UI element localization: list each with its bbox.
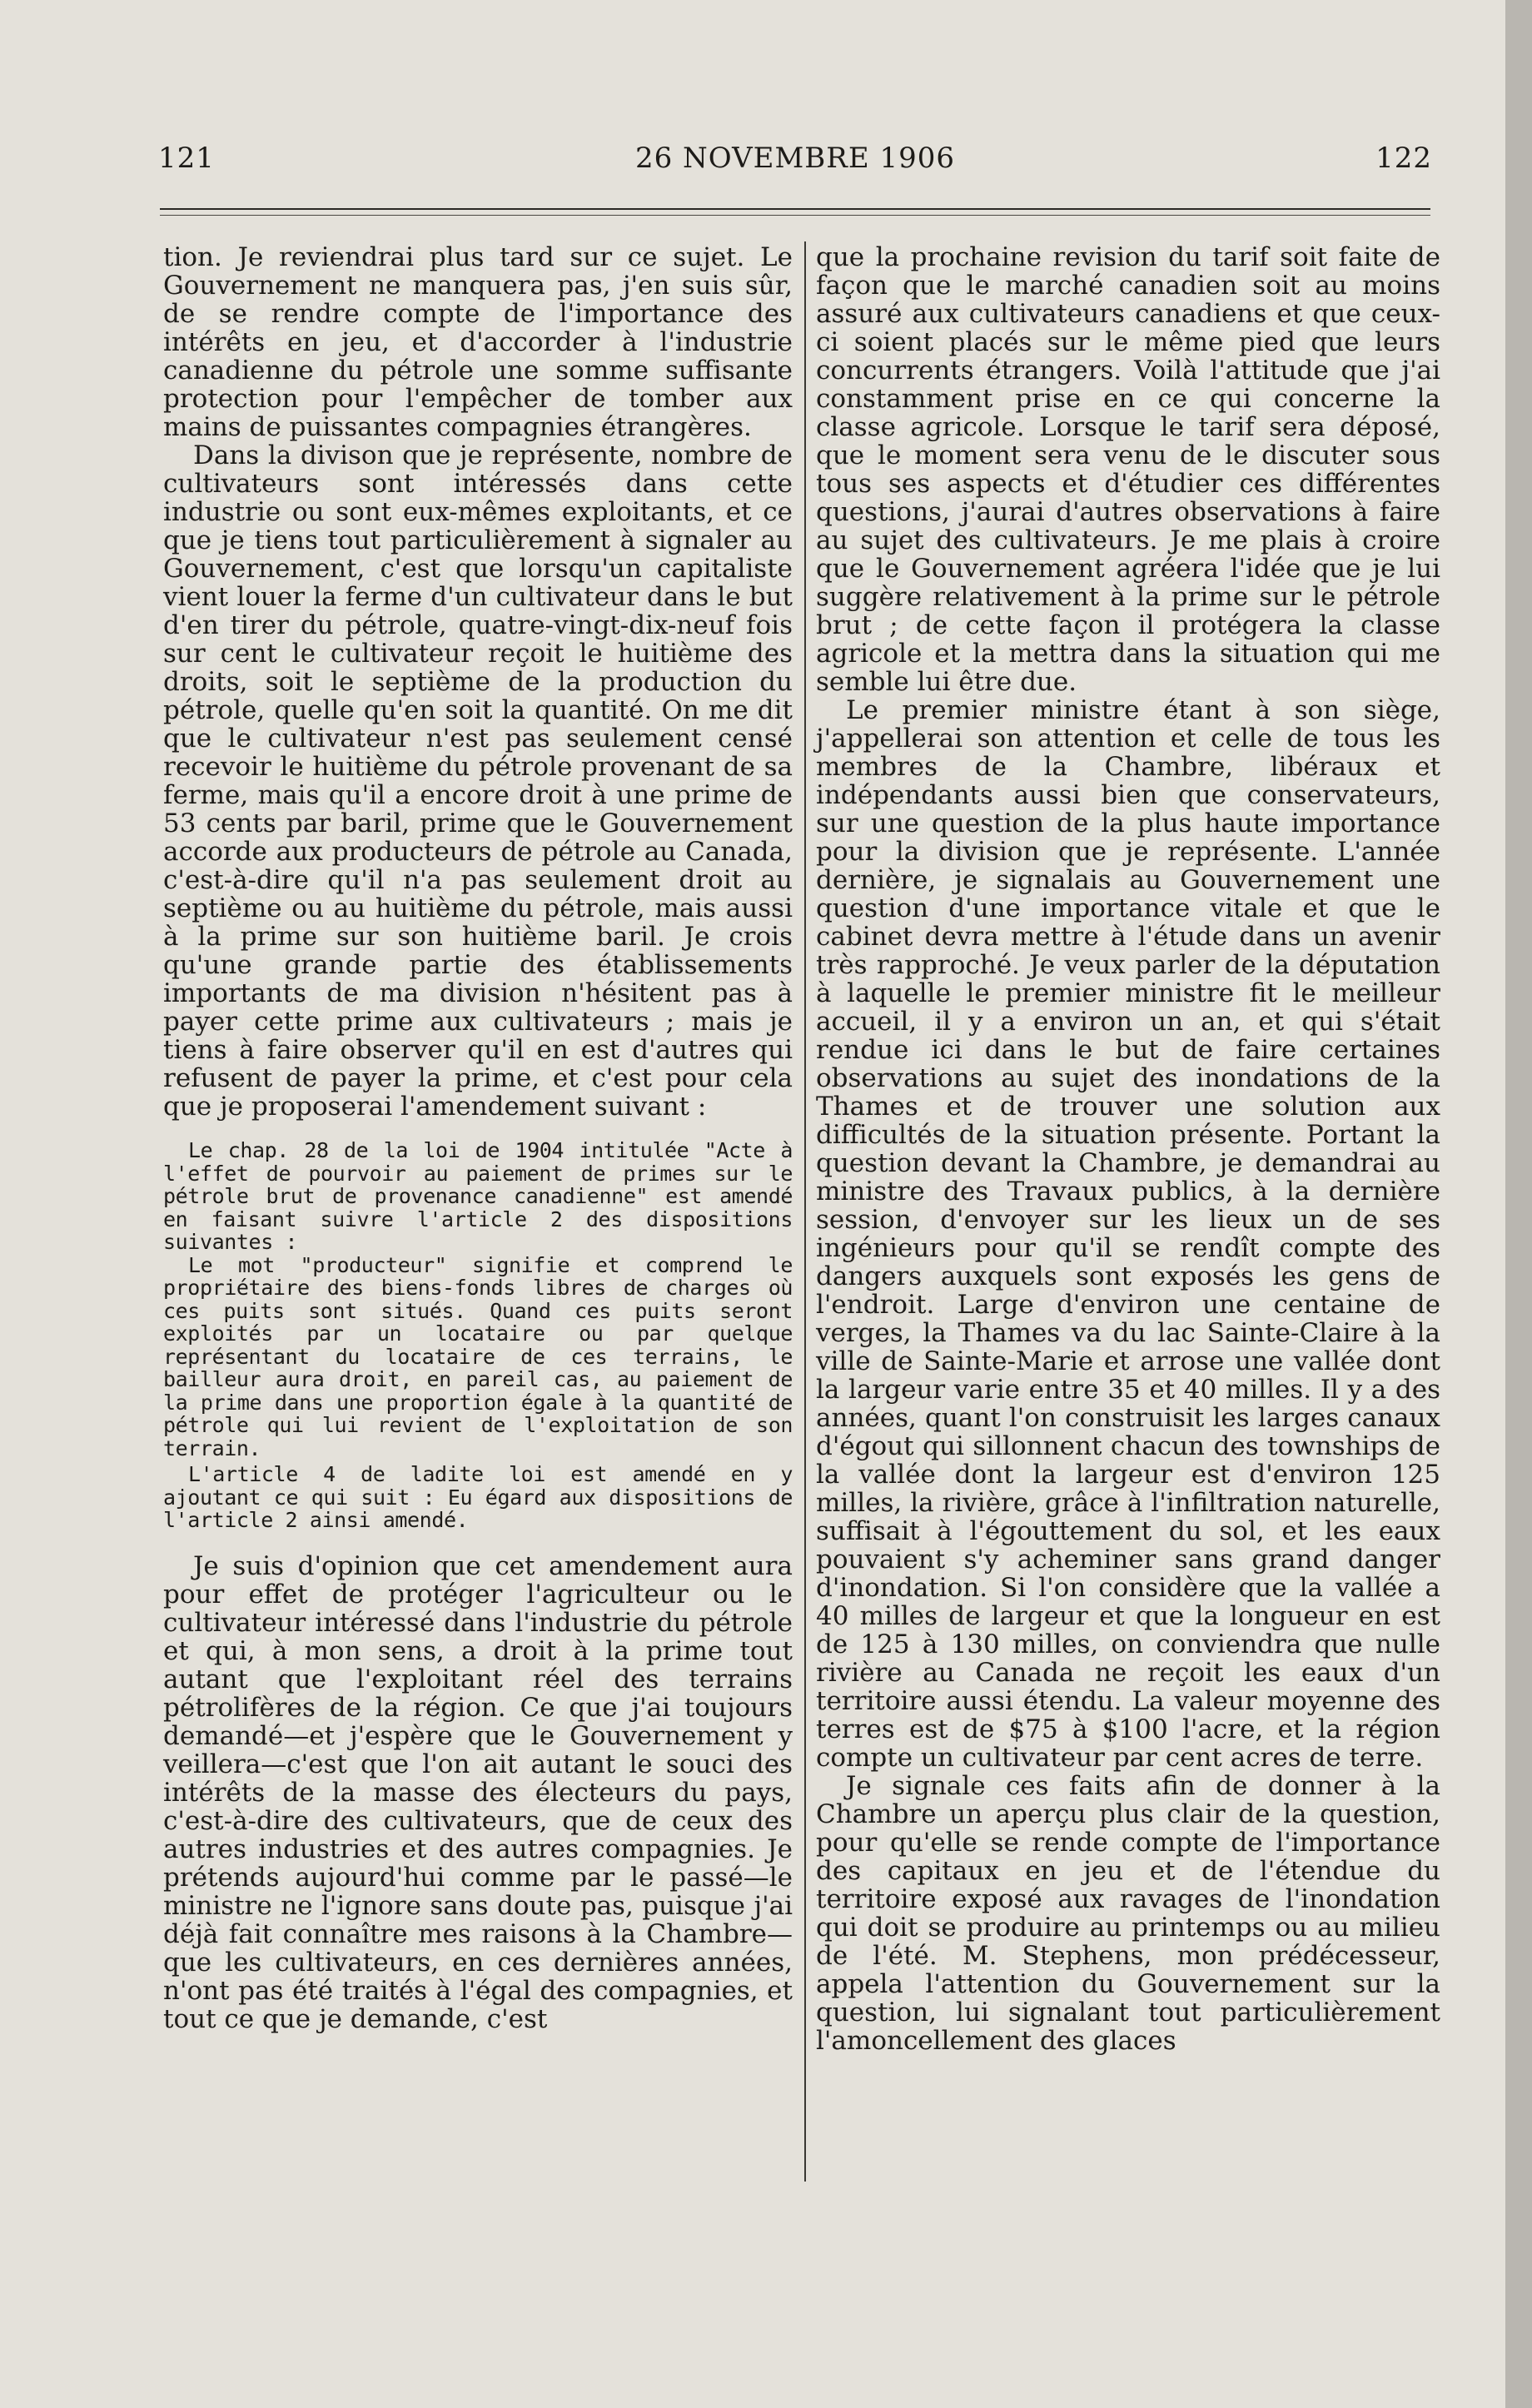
- amendment-quote: [163, 1139, 793, 1532]
- header-date: 26 NOVEMBRE 1906: [634, 142, 956, 175]
- header-rule-thin: [160, 215, 1430, 216]
- quote-paragraph: Le mot "producteur" signifie et comprend le propriétaire des biens-fonds libres de charges où ces puits sont situés. Quand ces puits seront exploités par un locataire ou par quelque représentant du locataire de ces terrains, le bailleur aura droit, en pareil cas, au paiement de la prime dans une proportion égale à la quantité de pétrole qui lui revient de l'exploitation de son terrain.: [163, 1252, 793, 1460]
- left-column: [163, 243, 793, 2033]
- paragraph: tion. Je reviendrai plus tard sur ce sujet. Le Gouvernement ne manquera pas, j'en suis sûr, de se rendre compte de l'importance des intérêts en jeu, et d'accorder à l'industrie canadienne du pétrole une somme suffisante protection pour l'empêcher de tomber aux mains de puissantes compagnies étrangères.: [163, 242, 793, 442]
- header-rule: [160, 208, 1430, 210]
- quote-paragraph: Le chap. 28 de la loi de 1904 intitulée "Acte à l'effet de pourvoir au paiement de primes sur le pétrole brut de provenance canadienne" est amendé en faisant suivre l'article 2 des dispositions suivantes :: [163, 1138, 793, 1254]
- paragraph: que la prochaine revision du tarif soit faite de façon que le marché canadien soit au moins assuré aux cultivateurs canadiens et que ceux-ci soient placés sur le même pied que leurs concurrents étrangers. Voilà l'attitude que j'ai constamment prise en ce qui concerne la classe agricole. Lorsque le tarif sera déposé, que le moment sera venu de le discuter sous tous ses aspects et d'étudier ces différentes questions, j'aurai d'autres observations à faire au sujet des cultivateurs. Je me plais à croire que le Gouvernement agréera l'idée que je lui suggère relativement à la prime sur le pétrole brut ; de cette façon il protégera la classe agricole et la mettra dans la situation qui me semble lui être due.: [816, 242, 1440, 697]
- quote-paragraph: L'article 4 de ladite loi est amendé en y ajoutant ce qui suit : Eu égard aux dispositions de l'article 2 ainsi amendé.: [163, 1462, 793, 1532]
- paragraph: Le premier ministre étant à son siège, j'appellerai son attention et celle de tous les membres de la Chambre, libéraux et indépendants aussi bien que conservateurs, sur une question de la plus haute importance pour la division que je représente. L'année dernière, je signalais au Gouvernement une question d'une importance vitale et que le cabinet devra mettre à l'étude dans un avenir très rapproché. Je veux parler de la députation à laquelle le premier ministre fit le meilleur accueil, il y a environ un an, et qui s'était rendue ici dans le but de faire certaines observations au sujet des inondations de la Thames et de trouver une solution aux difficultés de la situation présente. Portant la question devant la Chambre, je demandrai au ministre des Travaux publics, à la dernière session, d'envoyer sur les lieux un de ses ingénieurs pour qu'il se rendît compte des dangers auxquels sont exposés les gens de l'endroit. Large d'environ une centaine de verges, la Thames va du lac Sainte-Claire à la ville de Sainte-Marie et arrose une vallée dont la largeur varie entre 35 et 40 milles. Il y a des années, quant l'on construisit les larges canaux d'égout qui sillonnent chacun des townships de la vallée dont la largeur est d'environ 125 milles, la rivière, grâce à l'infiltration naturelle, suffisait à l'égouttement du sol, et les eaux pouvaient s'y acheminer sans grand danger d'inondation. Si l'on considère que la vallée a 40 milles de largeur et que la longueur en est de 125 à 130 milles, on conviendra que nulle rivière au Canada ne reçoit les eaux d'un territoire aussi étendu. La valeur moyenne des terres est de $75 à $100 l'acre, et la région compte un cultivateur par cent acres de terre.: [816, 695, 1440, 1773]
- paragraph: Je suis d'opinion que cet amendement aura pour effet de protéger l'agriculteur ou le cultivateur intéressé dans l'industrie du pétrole et qui, à mon sens, a droit à la prime tout autant que l'exploitant réel des terrains pétrolifères de la région. Ce que j'ai toujours demandé—et j'espère que le Gouvernement y veillera—c'est que l'on ait autant le souci des intérêts de la masse des électeurs du pays, c'est-à-dire des cultivateurs, que de ceux des autres industries et des autres compagnies. Je prétends aujourd'hui comme par le passé—le ministre ne l'ignore sans doute pas, puisque j'ai déjà fait connaître mes raisons à la Chambre—que les cultivateurs, en ces dernières années, n'ont pas été traités à l'égal des compagnies, et tout ce que je demande, c'est: [163, 1550, 793, 2034]
- page-number-right: 122: [1375, 142, 1432, 175]
- page-edge: [1505, 0, 1532, 2408]
- paragraph: Dans la divison que je représente, nombre de cultivateurs sont intéressés dans cette industrie ou sont eux-mêmes exploitants, et ce que je tiens tout particulièrement à signaler au Gouvernement, c'est que lorsqu'un capitaliste vient louer la ferme d'un cultivateur dans le but d'en tirer du pétrole, quatre-vingt-dix-neuf fois sur cent le cultivateur reçoit le huitième des droits, soit le septième de la production du pétrole, quelle qu'en soit la quantité. On me dit que le cultivateur n'est pas seulement censé recevoir le huitième du pétrole provenant de sa ferme, mais qu'il a encore droit à une prime de 53 cents par baril, prime que le Gouvernement accorde aux producteurs de pétrole au Canada, c'est-à-dire qu'il n'a pas seulement droit au septième ou au huitième du pétrole, mais aussi à la prime sur son huitième baril. Je crois qu'une grande partie des établissements importants de ma division n'hésitent pas à payer cette prime aux cultivateurs ; mais je tiens à faire observer qu'il en est d'autres qui refusent de payer la prime, et c'est pour cela que je proposerai l'amendement suivant :: [163, 440, 793, 1122]
- right-column: [816, 243, 1440, 2055]
- column-divider: [804, 241, 806, 2182]
- paragraph: Je signale ces faits afin de donner à la Chambre un aperçu plus clair de la question, pour qu'elle se rende compte de l'importance des capitaux en jeu et de l'étendue du territoire exposé aux ravages de l'inondation qui doit se produire au printemps ou au milieu de l'été. M. Stephens, mon prédécesseur, appela l'attention du Gouvernement sur la question, lui signalant tout particulièrement l'amoncellement des glaces: [816, 1771, 1440, 2056]
- page-number-left: 121: [158, 142, 215, 175]
- page-header: [158, 142, 1432, 192]
